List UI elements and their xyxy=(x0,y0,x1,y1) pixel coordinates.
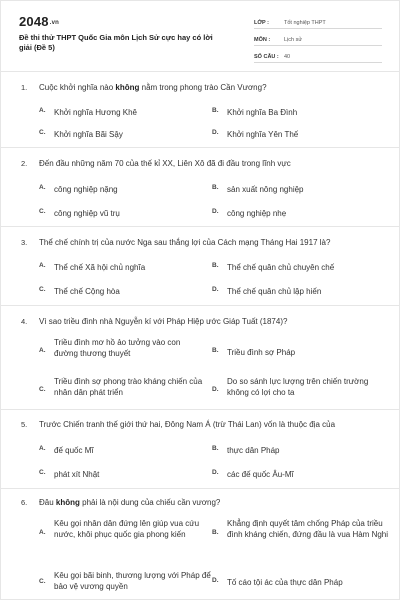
exam-title: Đề thi thử THPT Quốc Gia môn Lịch Sử cực hay có lời giải (Đề 5) xyxy=(19,33,213,52)
question-number: 3. xyxy=(21,238,28,247)
divider xyxy=(1,71,400,72)
divider xyxy=(1,488,400,489)
question-text: Đâu không phải là nội dung của chiếu cần vương? xyxy=(39,498,221,507)
exam-page: 2048.vn Đề thi thử THPT Quốc Gia môn Lịch Sử cực hay có lời giải (Đề 5) LỚP : Tốt nghiệp THPT MÔN : Lịch sử SỐ CÂU : 40 1. Cuộc khởi nghĩa nào không nằm trong phong trào Cần Vương? A. Khởi nghĩa Hương Khê B. Khởi nghĩa Ba Đình C. Khởi nghĩa Bãi Sậy D. Khởi nghĩa Yên Thế 2. Đến đầu những năm 70 của thế kỉ XX, Liên Xô đã đi đầu trong lĩnh vực A. công nghiệp nặng B. sản xuất nông nghiệp C. công nghiệp vũ trụ D. công nghiệp nhẹ 3. Thể chế chính trị của nước Nga sau thắng lợi của Cách mạng Tháng Hai 1917 là? A. Thể chế Xã hội chủ nghĩa B. Thể chế quân chủ chuyên chế C. Thể chế Cộng hòa D. Thể chế quân chủ lập hiến 4. Vì sao triều đình nhà Nguyễn kí với Pháp Hiệp ước Giáp Tuất (1874)? A. Triều đình mơ hồ ảo tưởng vào con đường thương thuyết B. Triều đình sợ Pháp C. Triều đình sợ phong trào kháng chiến của nhân dân phát triển D. Do so sánh lực lượng trên chiến trường không có lợi cho ta 5. Trước Chiến tranh thế giới thứ hai, Đông Nam Á (trừ Thái Lan) vốn là thuộc địa của A. đế quốc Mĩ B. thực dân Pháp C. phát xít Nhật D. các đế quốc Âu-Mĩ 6. Đâu không phải là nội dung của chiếu cần vương? A. Kêu gọi nhân dân đứng lên giúp vua cứu nước, khôi phục quốc gia phong kiến B. Khẳng định quyết tâm chống Pháp của triều đình kháng chiến, đứng đầu là vua Hàm Nghi C. Kêu gọi bãi binh, thương lượng với Pháp để bảo vệ vương quyền D. Tố cáo tội ác của thực dân Pháp xyxy=(0,0,400,600)
divider xyxy=(1,147,400,148)
meta-row-subject: MÔN : Lịch sử xyxy=(254,32,382,46)
question-text: Thể chế chính trị của nước Nga sau thắng lợi của Cách mạng Tháng Hai 1917 là? xyxy=(39,238,331,247)
question-number: 1. xyxy=(21,83,28,92)
divider xyxy=(1,305,400,306)
divider xyxy=(1,226,400,227)
site-logo[interactable]: 2048.vn xyxy=(19,14,60,29)
question-text: Vì sao triều đình nhà Nguyễn kí với Pháp Hiệp ước Giáp Tuất (1874)? xyxy=(39,317,288,326)
divider xyxy=(1,409,400,410)
meta-row-class: LỚP : Tốt nghiệp THPT xyxy=(254,15,382,29)
meta-row-question-count: SỐ CÂU : 40 xyxy=(254,49,382,63)
exam-header xyxy=(1,1,400,71)
question-number: 2. xyxy=(21,159,28,168)
question-text: Trước Chiến tranh thế giới thứ hai, Đông Nam Á (trừ Thái Lan) vốn là thuộc địa của xyxy=(39,420,336,429)
question-text: Cuộc khởi nghĩa nào không nằm trong phong trào Cần Vương? xyxy=(39,83,267,92)
question-text: Đến đầu những năm 70 của thế kỉ XX, Liên Xô đã đi đầu trong lĩnh vực xyxy=(39,159,291,168)
question-number: 5. xyxy=(21,420,28,429)
exam-meta xyxy=(254,15,382,66)
question-number: 6. xyxy=(21,498,28,507)
question-number: 4. xyxy=(21,317,28,326)
